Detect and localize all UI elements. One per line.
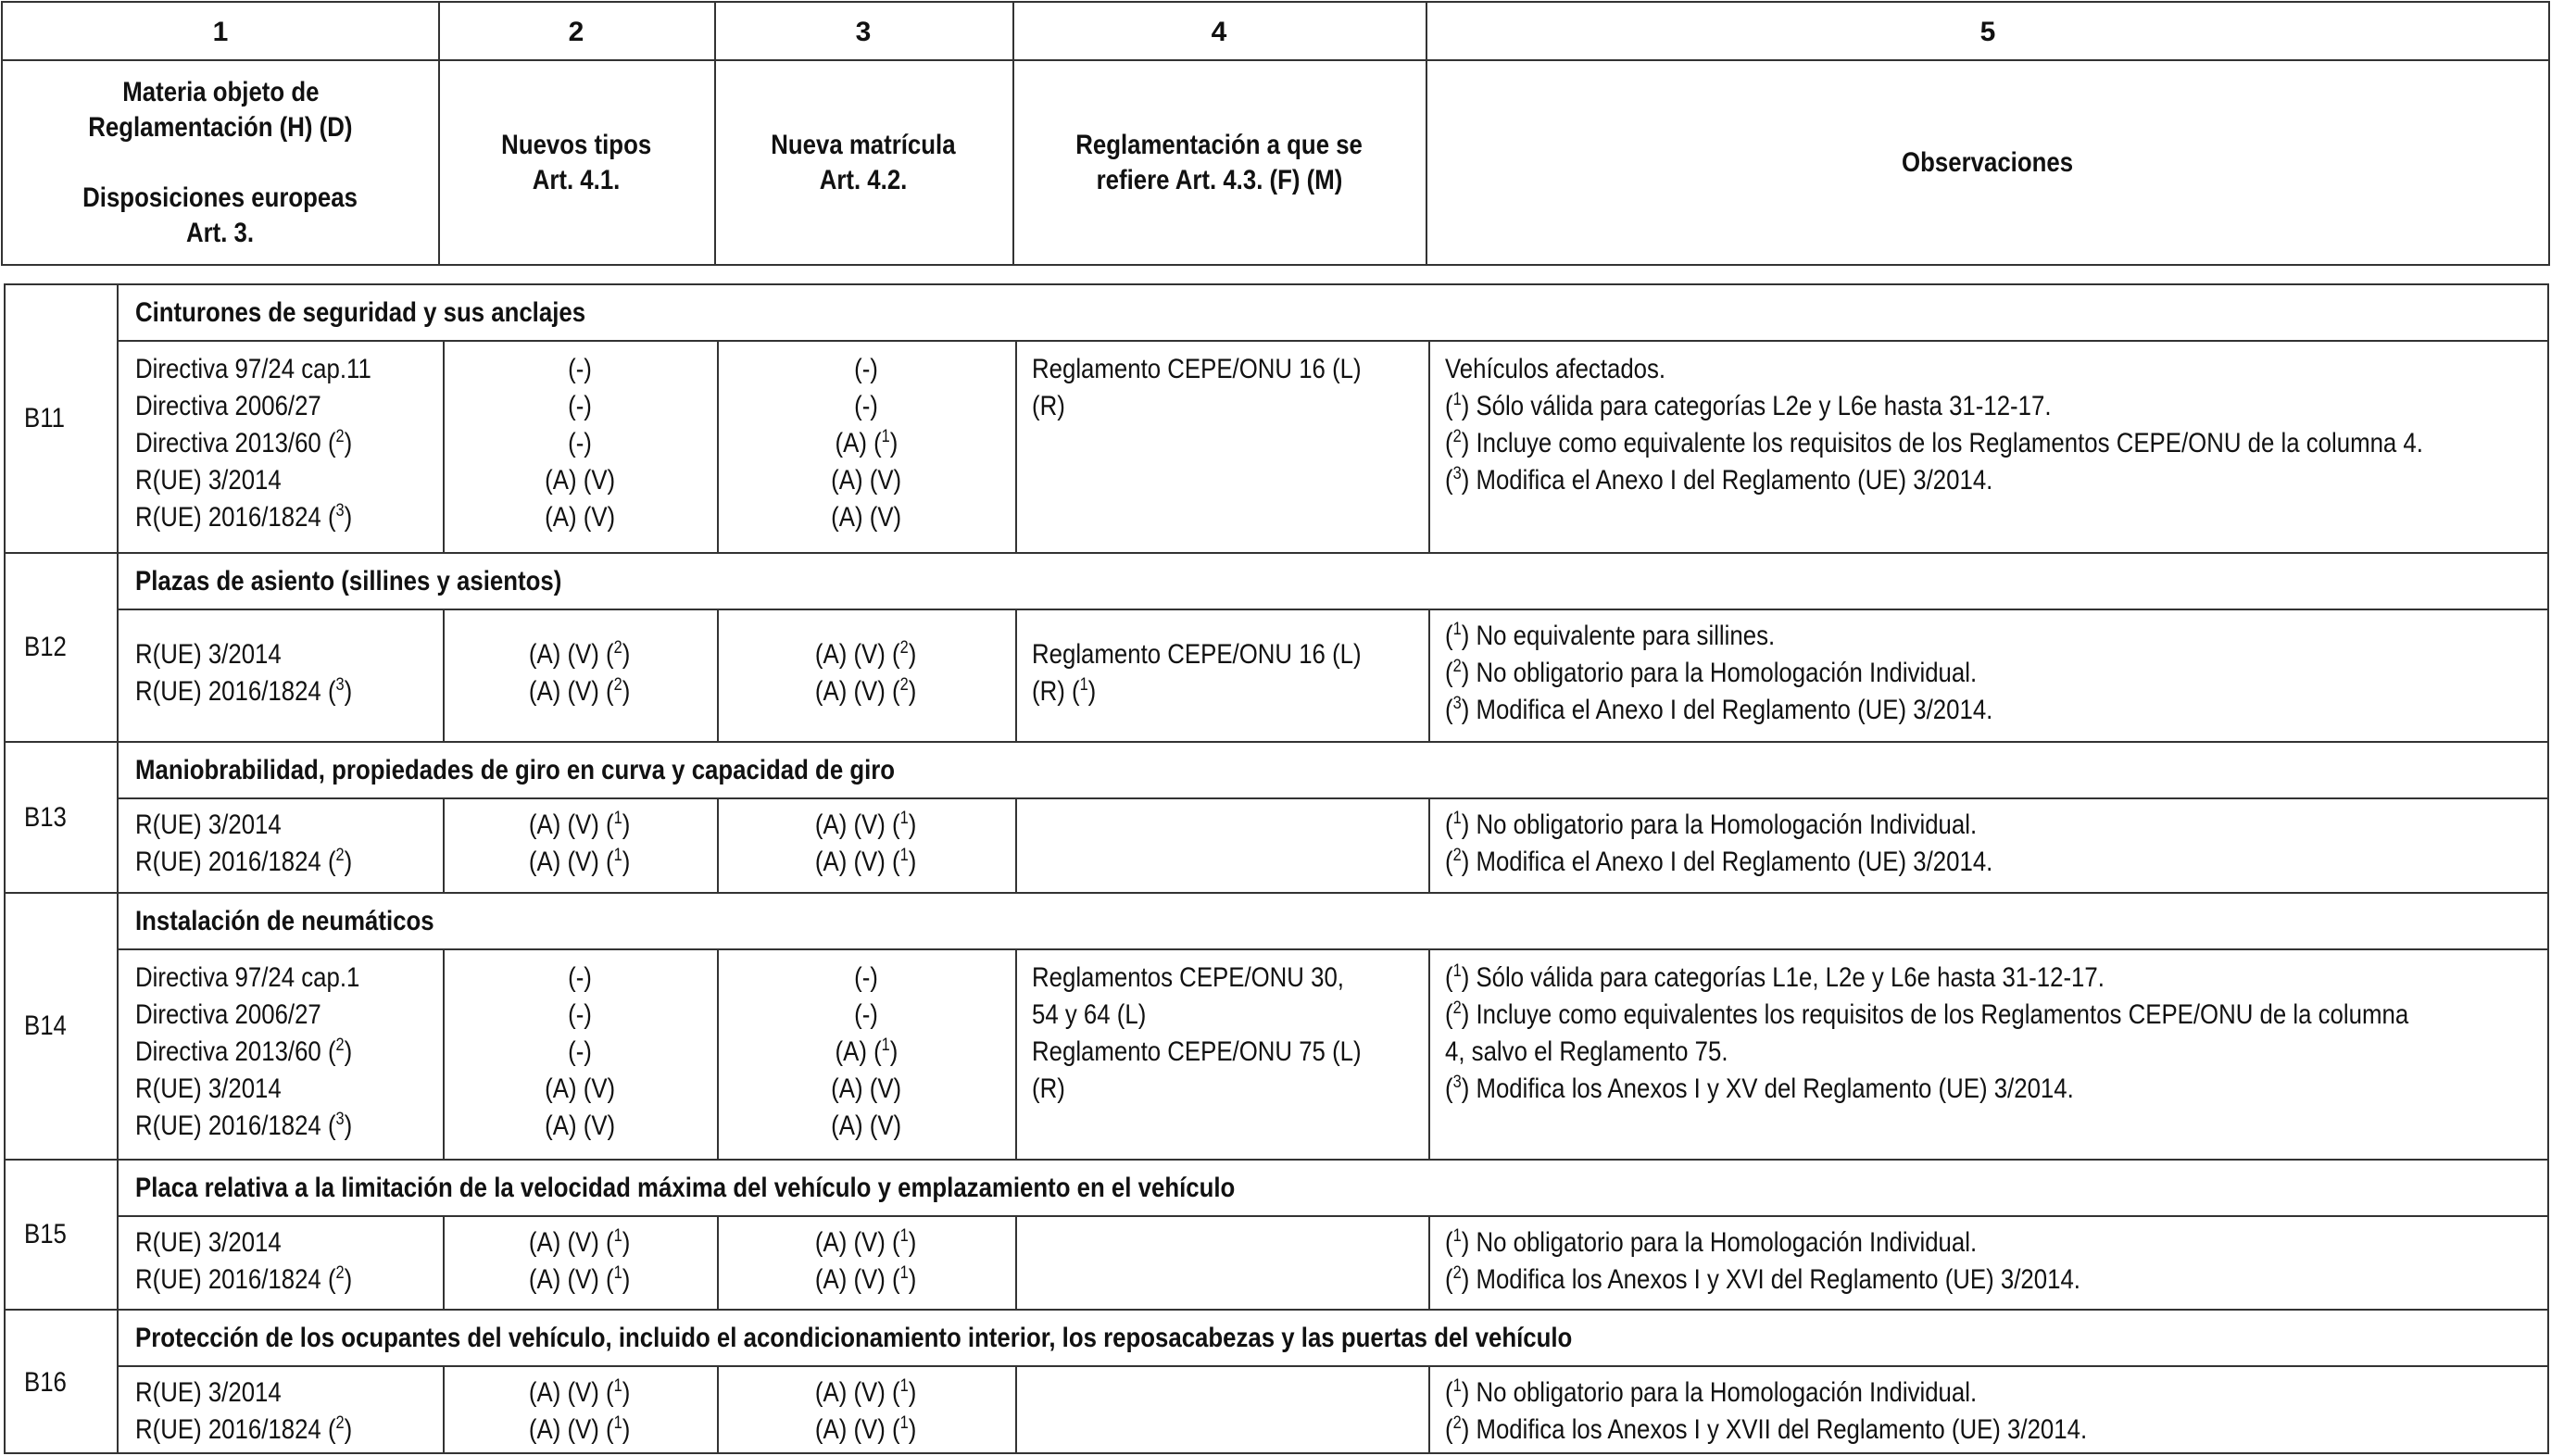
- section-code: B11: [6, 285, 119, 552]
- nueva-matricula-value: (A) (V) ($^1$): [815, 809, 917, 840]
- section-b11: [6, 285, 2547, 554]
- nuevos-tipos-value: (A) (V) ($^1$): [529, 846, 631, 877]
- section-code: B14: [6, 894, 119, 1159]
- reglamentacion-cell: [1015, 340, 1428, 552]
- nueva-matricula-value: (A) (V) ($^2$): [815, 638, 917, 670]
- section-row: [119, 1367, 2547, 1454]
- section-row: [119, 797, 2547, 892]
- observacion-line: ($^1$) No obligatorio para la Homologación Individual.: [1445, 1226, 1978, 1258]
- nueva-matricula-value: (A) (V) ($^1$): [815, 846, 917, 877]
- nueva-matricula-value: (-): [854, 391, 878, 421]
- nueva-matricula-value: (-): [854, 999, 878, 1030]
- observacion-line: ($^2$) Modifica los Anexos I y XVI del Reglamento (UE) 3/2014.: [1445, 1263, 2080, 1295]
- nueva-matricula-value: (-): [854, 354, 878, 384]
- observaciones-cell: [1428, 797, 2547, 892]
- observacion-line: ($^2$) Modifica los Anexos I y XVII del Reglamento (UE) 3/2014.: [1445, 1413, 2088, 1445]
- column-title-reglamentacion: Reglamentación a que se refiere Art. 4.3. (F) (M): [1075, 129, 1363, 195]
- disposiciones-cell: [119, 1367, 443, 1454]
- section-code: B13: [6, 743, 119, 892]
- observaciones-cell: [1428, 1215, 2547, 1309]
- section-code: B15: [6, 1161, 119, 1309]
- column-title-observaciones: Observaciones: [1902, 146, 2074, 178]
- nuevos-tipos-cell: [443, 340, 717, 552]
- reglamentacion-cell: [1015, 948, 1428, 1159]
- nuevos-tipos-cell: [443, 1215, 717, 1309]
- reglamentacion-cell: [1015, 1215, 1428, 1309]
- section-title: Plazas de asiento (sillines y asientos): [119, 554, 2547, 610]
- nueva-matricula-value: (A) (V): [831, 1111, 901, 1141]
- nuevos-tipos-cell: [443, 609, 717, 741]
- disposicion-line: R(UE) 2016/1824 ($^3$): [135, 1110, 353, 1141]
- nuevos-tipos-cell: [443, 797, 717, 892]
- reglamentacion-line: Reglamento CEPE/ONU 16 (L): [1032, 354, 1362, 384]
- regulation-table: [4, 283, 2549, 1454]
- nuevos-tipos-value: (A) (V) ($^1$): [529, 1226, 631, 1258]
- nueva-matricula-value: (A) (V) ($^2$): [815, 675, 917, 707]
- section-b12: [6, 554, 2547, 743]
- nuevos-tipos-value: (-): [568, 391, 592, 421]
- nuevos-tipos-value: (A) (V) ($^1$): [529, 1376, 631, 1408]
- disposiciones-cell: [119, 340, 443, 552]
- nuevos-tipos-cell: [443, 948, 717, 1159]
- disposicion-line: R(UE) 3/2014: [135, 1073, 282, 1104]
- observacion-line: ($^1$) Sólo válida para categorías L1e, L2e y L6e hasta 31-12-17.: [1445, 961, 2105, 993]
- disposicion-line: R(UE) 2016/1824 ($^2$): [135, 1263, 353, 1295]
- nueva-matricula-cell: [717, 1367, 1015, 1454]
- section-title: Placa relativa a la limitación de la velocidad máxima del vehículo y emplazamiento en el vehículo: [119, 1161, 2547, 1217]
- section-b16: [6, 1311, 2547, 1454]
- reglamentacion-line: Reglamento CEPE/ONU 16 (L): [1032, 639, 1362, 670]
- observacion-line: ($^3$) Modifica el Anexo I del Reglamento (UE) 3/2014.: [1445, 694, 1993, 725]
- disposicion-line: Directiva 2013/60 ($^2$): [135, 1036, 353, 1067]
- disposicion-line: R(UE) 2016/1824 ($^3$): [135, 675, 353, 707]
- disposicion-line: R(UE) 2016/1824 ($^2$): [135, 846, 353, 877]
- observacion-line: ($^2$) No obligatorio para la Homologación Individual.: [1445, 657, 1978, 688]
- nueva-matricula-value: (A) ($^1$): [835, 1036, 898, 1067]
- observaciones-cell: [1428, 948, 2547, 1159]
- nueva-matricula-cell: [717, 797, 1015, 892]
- column-number-1: 1: [212, 16, 229, 47]
- section-title: Instalación de neumáticos: [119, 894, 2547, 950]
- nueva-matricula-cell: [717, 609, 1015, 741]
- nueva-matricula-value: (-): [854, 962, 878, 993]
- nuevos-tipos-value: (A) (V): [545, 502, 615, 533]
- nuevos-tipos-value: (A) (V): [545, 465, 615, 496]
- nueva-matricula-value: (A) (V) ($^1$): [815, 1226, 917, 1258]
- disposiciones-cell: [119, 948, 443, 1159]
- nueva-matricula-value: (A) (V): [831, 1073, 901, 1104]
- section-row: [119, 1215, 2547, 1309]
- nuevos-tipos-cell: [443, 1367, 717, 1454]
- observacion-line: ($^2$) Incluye como equivalentes los requisitos de los Reglamentos CEPE/ONU de la columna: [1445, 998, 2409, 1030]
- section-code: B16: [6, 1311, 119, 1454]
- disposicion-line: R(UE) 3/2014: [135, 1227, 282, 1258]
- observacion-line: ($^1$) Sólo válida para categorías L2e y L6e hasta 31-12-17.: [1445, 390, 2052, 421]
- reglamentacion-line: (R): [1032, 1073, 1065, 1104]
- observacion-line: ($^1$) No equivalente para sillines.: [1445, 620, 1776, 651]
- section-row: [119, 340, 2547, 552]
- nuevos-tipos-value: (A) (V): [545, 1111, 615, 1141]
- observacion-line: 4, salvo el Reglamento 75.: [1445, 1036, 1728, 1067]
- disposicion-line: R(UE) 2016/1824 ($^2$): [135, 1413, 353, 1445]
- nuevos-tipos-value: (-): [568, 962, 592, 993]
- reglamentacion-line: (R): [1032, 391, 1065, 421]
- nueva-matricula-value: (A) ($^1$): [835, 427, 898, 458]
- reglamentacion-line: Reglamentos CEPE/ONU 30,: [1032, 962, 1344, 993]
- section-b13: [6, 743, 2547, 894]
- section-b15: [6, 1161, 2547, 1311]
- column-title-nuevos-tipos: Nuevos tipos Art. 4.1.: [500, 129, 652, 195]
- disposicion-line: R(UE) 3/2014: [135, 639, 282, 670]
- observacion-line: ($^1$) No obligatorio para la Homologación Individual.: [1445, 809, 1978, 840]
- nuevos-tipos-value: (A) (V) ($^1$): [529, 1263, 631, 1295]
- disposicion-line: R(UE) 3/2014: [135, 810, 282, 840]
- nueva-matricula-value: (A) (V) ($^1$): [815, 1376, 917, 1408]
- observacion-line: ($^1$) No obligatorio para la Homologación Individual.: [1445, 1376, 1978, 1408]
- nuevos-tipos-value: (-): [568, 354, 592, 384]
- nuevos-tipos-value: (A) (V): [545, 1073, 615, 1104]
- nuevos-tipos-value: (A) (V) ($^2$): [529, 638, 631, 670]
- nueva-matricula-value: (A) (V): [831, 502, 901, 533]
- disposicion-line: Directiva 2013/60 ($^2$): [135, 427, 353, 458]
- column-number-2: 2: [568, 16, 584, 47]
- disposicion-line: Directiva 97/24 cap.11: [135, 354, 371, 384]
- observaciones-cell: [1428, 609, 2547, 741]
- section-code: B12: [6, 554, 119, 741]
- observacion-line: ($^3$) Modifica el Anexo I del Reglamento (UE) 3/2014.: [1445, 464, 1993, 496]
- disposiciones-cell: [119, 609, 443, 741]
- nueva-matricula-value: (A) (V) ($^1$): [815, 1263, 917, 1295]
- disposicion-line: R(UE) 3/2014: [135, 465, 282, 496]
- reglamentacion-cell: [1015, 797, 1428, 892]
- nuevos-tipos-value: (A) (V) ($^1$): [529, 1413, 631, 1445]
- column-number-5: 5: [1979, 16, 1996, 47]
- column-title-nueva-matricula: Nueva matrícula Art. 4.2.: [771, 129, 956, 195]
- observaciones-cell: [1428, 1367, 2547, 1454]
- observacion-line: ($^2$) Incluye como equivalente los requisitos de los Reglamentos CEPE/ONU de la columna 4.: [1445, 427, 2423, 458]
- section-title: Cinturones de seguridad y sus anclajes: [119, 285, 2547, 342]
- disposicion-line: Directiva 2006/27: [135, 391, 321, 421]
- nueva-matricula-value: (A) (V): [831, 465, 901, 496]
- column-number-4: 4: [1211, 16, 1227, 47]
- nuevos-tipos-value: (A) (V) ($^1$): [529, 809, 631, 840]
- nuevos-tipos-value: (-): [568, 999, 592, 1030]
- disposicion-line: R(UE) 3/2014: [135, 1377, 282, 1408]
- section-title: Protección de los ocupantes del vehículo, incluido el acondicionamiento interior, los reposacabezas y las puertas del vehículo: [119, 1311, 2547, 1367]
- nuevos-tipos-value: (-): [568, 428, 592, 458]
- disposicion-line: Directiva 97/24 cap.1: [135, 962, 360, 993]
- section-title: Maniobrabilidad, propiedades de giro en curva y capacidad de giro: [119, 743, 2547, 799]
- nueva-matricula-cell: [717, 340, 1015, 552]
- observaciones-cell: [1428, 340, 2547, 552]
- observacion-line: ($^2$) Modifica el Anexo I del Reglamento (UE) 3/2014.: [1445, 846, 1993, 877]
- disposicion-line: Directiva 2006/27: [135, 999, 321, 1030]
- nueva-matricula-cell: [717, 1215, 1015, 1309]
- section-row: [119, 609, 2547, 741]
- column-title-materia: Materia objeto de Reglamentación (H) (D) Disposiciones europeas Art. 3.: [82, 76, 358, 248]
- nuevos-tipos-value: (-): [568, 1036, 592, 1067]
- reglamentacion-line: 54 y 64 (L): [1032, 999, 1147, 1030]
- observacion-line: Vehículos afectados.: [1445, 354, 1666, 384]
- reglamentacion-line: Reglamento CEPE/ONU 75 (L): [1032, 1036, 1362, 1067]
- reglamentacion-cell: [1015, 1367, 1428, 1454]
- column-number-3: 3: [855, 16, 872, 47]
- nueva-matricula-cell: [717, 948, 1015, 1159]
- nueva-matricula-value: (A) (V) ($^1$): [815, 1413, 917, 1445]
- disposicion-line: R(UE) 2016/1824 ($^3$): [135, 501, 353, 533]
- section-row: [119, 948, 2547, 1159]
- column-header-table: [1, 1, 2550, 266]
- disposiciones-cell: [119, 1215, 443, 1309]
- reglamentacion-cell: [1015, 609, 1428, 741]
- section-b14: [6, 894, 2547, 1161]
- disposiciones-cell: [119, 797, 443, 892]
- nuevos-tipos-value: (A) (V) ($^2$): [529, 675, 631, 707]
- observacion-line: ($^3$) Modifica los Anexos I y XV del Reglamento (UE) 3/2014.: [1445, 1073, 2074, 1104]
- reglamentacion-line: (R) ($^1$): [1032, 675, 1097, 707]
